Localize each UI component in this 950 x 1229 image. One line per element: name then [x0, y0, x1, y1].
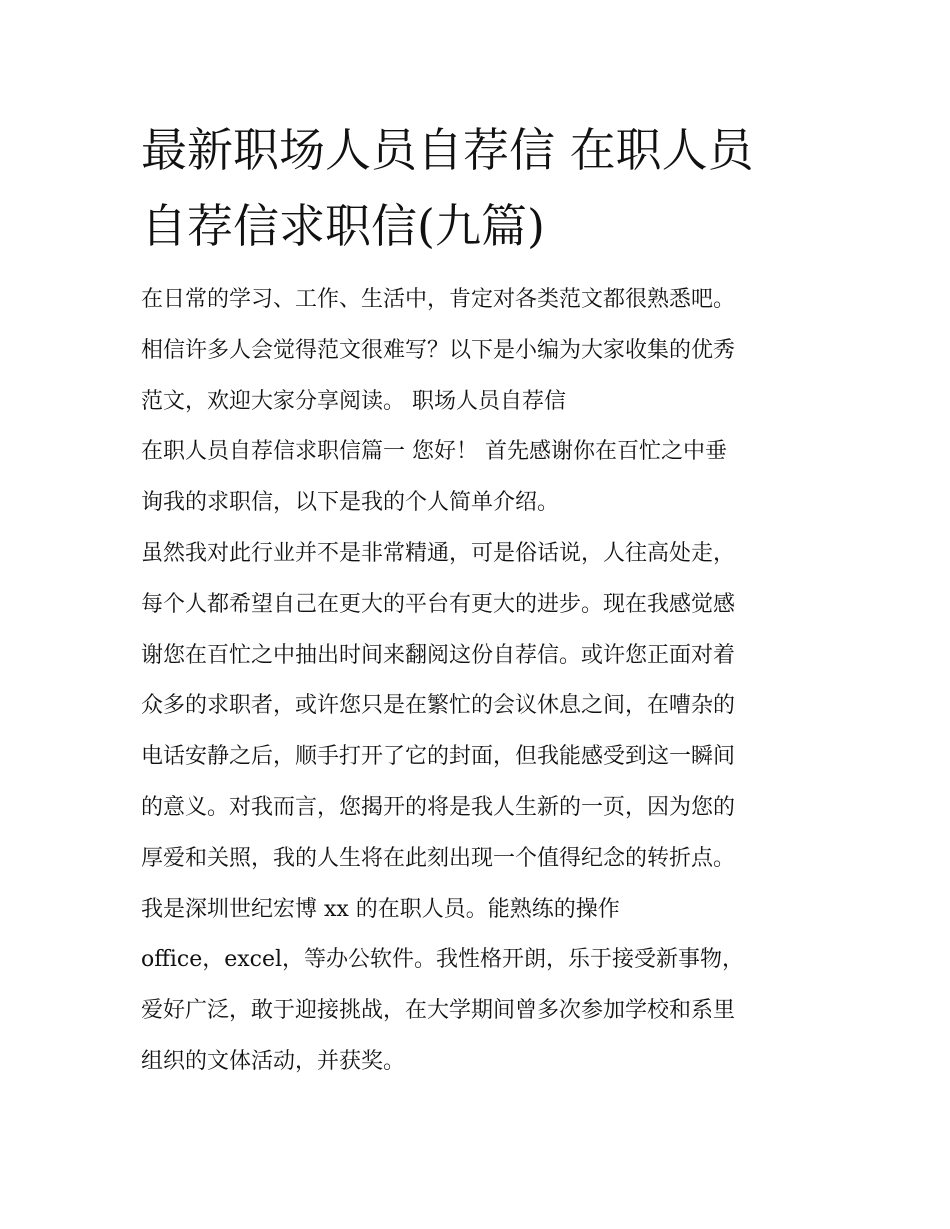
title-line: 自荐信求职信(九篇) [141, 199, 545, 253]
document-body [141, 275, 831, 1088]
body-line: 电话安静之后，顺手打开了它的封面，但我能感受到这一瞬间 [141, 744, 736, 770]
body-line: 每个人都希望自己在更大的平台有更大的进步。现在我感觉感 [141, 591, 736, 617]
body-line: office，excel，等办公软件。我性格开朗，乐于接受新事物， [141, 947, 745, 973]
body-line: 在职人员自荐信求职信篇一 您好！ 首先感谢你在百忙之中垂 [141, 439, 727, 465]
body-line: 我是深圳世纪宏博 xx 的在职人员。能熟练的操作 [141, 896, 620, 922]
body-line: 范文，欢迎大家分享阅读。 职场人员自荐信 [141, 388, 566, 414]
body-line: 的意义。对我而言，您揭开的将是我人生新的一页，因为您的 [141, 794, 736, 820]
title-line: 最新职场人员自荐信 在职人员 [141, 123, 754, 177]
body-line: 虽然我对此行业并不是非常精通，可是俗话说，人往高处走， [141, 540, 736, 566]
document-title [141, 112, 821, 264]
body-line: 相信许多人会觉得范文很难写？以下是小编为大家收集的优秀 [141, 337, 736, 363]
body-line: 组织的文体活动，并获奖。 [141, 1048, 406, 1074]
body-line: 在日常的学习、工作、生活中，肯定对各类范文都很熟悉吧。 [141, 287, 736, 312]
body-line: 询我的求职信，以下是我的个人简单介绍。 [141, 490, 560, 516]
body-line: 谢您在百忙之中抽出时间来翻阅这份自荐信。或许您正面对着 [141, 642, 736, 668]
body-line: 众多的求职者，或许您只是在繁忙的会议休息之间，在嘈杂的 [141, 693, 736, 719]
body-line: 爱好广泛，敢于迎接挑战，在大学期间曾多次参加学校和系里 [141, 998, 736, 1024]
body-line: 厚爱和关照，我的人生将在此刻出现一个值得纪念的转折点。 [141, 845, 736, 871]
